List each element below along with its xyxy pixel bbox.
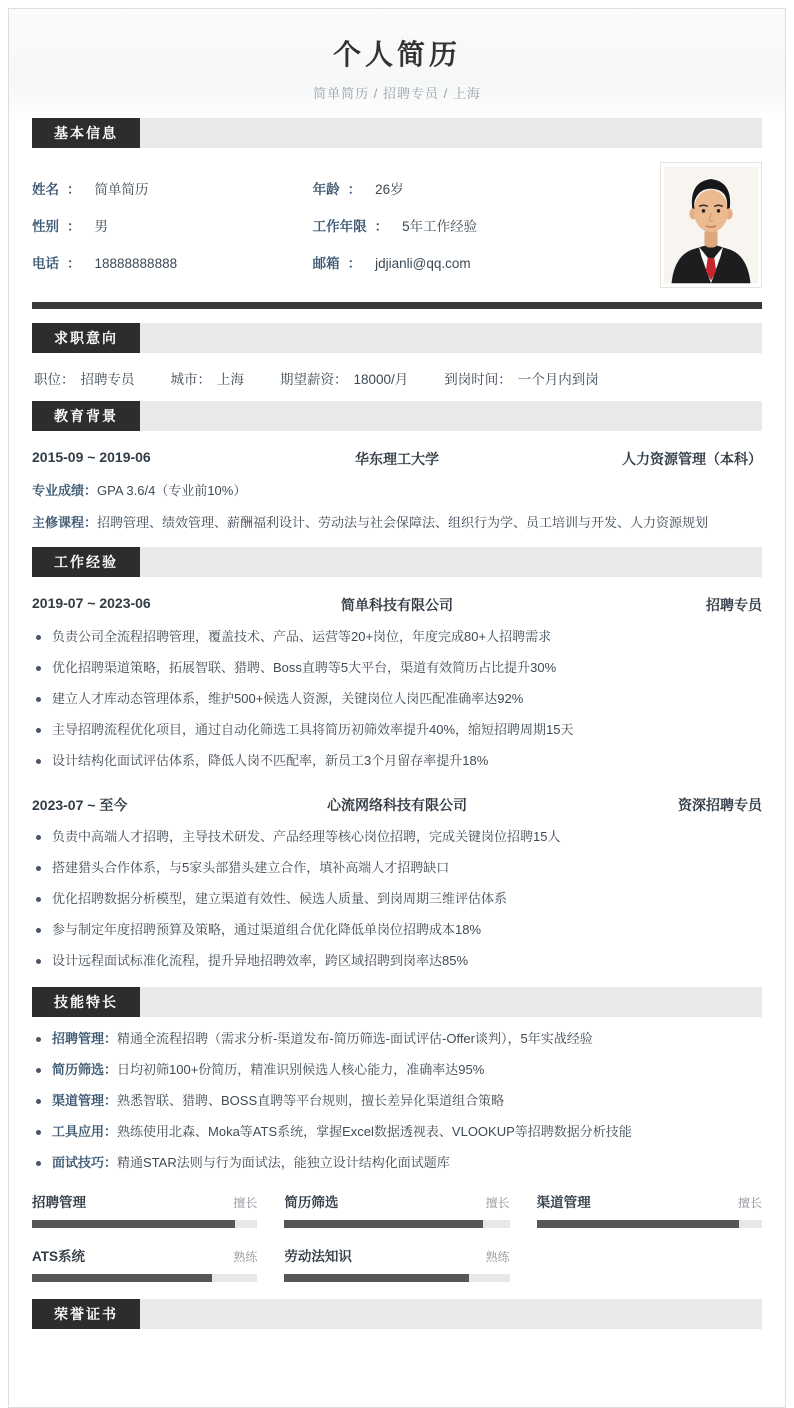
field-label: 性别 (32, 219, 59, 234)
section-header-skills (32, 987, 762, 1017)
education-degree: 人力资源管理（本科） (622, 451, 762, 467)
section-title-work: 工作经验 (32, 547, 140, 577)
section-title-intent: 求职意向 (32, 323, 140, 353)
skill-label: 工具应用： (52, 1124, 118, 1140)
basic-info-block (32, 162, 762, 288)
skill-bar-fill (32, 1274, 212, 1282)
job-bullet: 主导招聘流程优化项目，通过自动化筛选工具将简历初筛效率提升40%，缩短招聘周期15天 (32, 721, 762, 739)
work-experience-block (32, 595, 762, 971)
section-title-basic: 基本信息 (32, 118, 140, 148)
section-title-skills: 技能特长 (32, 987, 140, 1017)
field-colon: ： (347, 182, 362, 197)
skill-bar-track (32, 1274, 257, 1282)
skill-label: 渠道管理： (52, 1092, 118, 1108)
section-header-basic (32, 118, 762, 148)
intent-label: 到岗时间： (444, 372, 512, 387)
skill-bar-level: 擅长 (233, 1195, 258, 1210)
section-divider-bar (32, 302, 762, 309)
job-bullet: 建立人才库动态管理体系，维护500+候选人资源，关键岗位人岗匹配准确率达92% (32, 690, 762, 708)
field-label: 工作年限 (312, 219, 367, 234)
skill-bullet (32, 1061, 762, 1079)
field-colon: ： (67, 256, 81, 271)
field-value: 5年工作经验 (402, 219, 478, 234)
job2-heading-row (32, 795, 762, 815)
field-value: jdjianli@qq.com (375, 256, 471, 271)
skill-label: 面试技巧： (52, 1155, 118, 1171)
field-age (313, 178, 642, 198)
skill-bar-track (537, 1220, 762, 1228)
education-line-text: 招聘管理、绩效管理、薪酬福利设计、劳动法与社会保障法、组织行为学、员工培训与开发、人力资源规划 (97, 514, 709, 530)
intent-value: 一个月内到岗 (517, 372, 599, 387)
skill-bar-level: 擅长 (737, 1195, 762, 1210)
job-intent-row (34, 368, 760, 388)
skill-bar-level: 擅长 (485, 1195, 510, 1210)
field-experience-years (313, 215, 642, 235)
section-header-work (32, 547, 762, 577)
education-gpa-line (32, 482, 762, 501)
field-gender (32, 215, 313, 235)
skill-bar-name: ATS系统 (32, 1248, 85, 1264)
field-phone (32, 252, 313, 272)
profile-photo-illustration (664, 166, 758, 284)
job-bullet: 负责中高端人才招聘，主导技术研发、产品经理等核心岗位招聘，完成关键岗位招聘15人 (32, 828, 762, 846)
skill-bar-fill (537, 1220, 740, 1228)
job-bullet: 优化招聘数据分析模型，建立渠道有效性、候选人质量、到岗周期三维评估体系 (32, 890, 762, 908)
skill-text: 日均初筛100+份简历，精准识别候选人核心能力，准确率达95% (117, 1061, 485, 1077)
field-colon: ： (374, 219, 389, 234)
field-label: 邮箱 (312, 256, 340, 271)
skills-bullets (32, 1030, 762, 1173)
skill-text: 熟悉智联、猎聘、BOSS直聘等平台规则，擅长差异化渠道组合策略 (117, 1092, 505, 1108)
job-period: 2019-07 ~ 2023-06 (32, 594, 151, 611)
intent-value: 招聘专员 (80, 372, 135, 387)
field-label: 姓名 (32, 182, 59, 197)
field-label: 年龄 (312, 182, 340, 197)
field-name (32, 178, 313, 198)
skill-bar-recruiting (32, 1191, 257, 1228)
basic-info-fields (32, 162, 642, 288)
skill-bar-name: 渠道管理 (536, 1194, 591, 1210)
field-value: 男 (94, 219, 108, 234)
intent-value: 上海 (217, 372, 244, 387)
job1-bullets (32, 628, 762, 771)
intent-label: 职位： (34, 372, 75, 387)
section-header-honors (32, 1299, 762, 1329)
skill-label: 招聘管理： (52, 1030, 118, 1046)
education-heading-row (32, 449, 762, 469)
job-bullet: 优化招聘渠道策略，拓展智联、猎聘、Boss直聘等5大平台，渠道有效简历占比提升30% (32, 659, 762, 677)
skill-bar-name: 招聘管理 (32, 1194, 86, 1210)
job1-heading-row (32, 595, 762, 615)
resume-page (8, 8, 786, 1408)
skill-bullet (32, 1154, 762, 1172)
skill-bullet (32, 1092, 762, 1110)
skill-bar-fill (32, 1220, 235, 1228)
field-email (313, 252, 642, 272)
skill-bar-fill (284, 1274, 469, 1282)
education-line-text: GPA 3.6/4（专业前10%） (97, 483, 247, 498)
section-title-education: 教育背景 (32, 401, 140, 431)
field-value: 26岁 (375, 182, 404, 197)
job-period: 2023-07 ~ 至今 (32, 796, 128, 813)
skill-bars-grid (32, 1191, 762, 1282)
skills-block (32, 1030, 762, 1282)
skill-bar-level: 熟练 (485, 1249, 510, 1264)
job-title: 资深招聘专员 (678, 796, 762, 813)
skill-bar-fill (284, 1220, 482, 1228)
education-period: 2015-09 ~ 2019-06 (32, 449, 151, 465)
page-subtitle: 简单简历 / 招聘专员 / 上海 (313, 86, 481, 101)
section-title-honors: 荣誉证书 (32, 1299, 140, 1329)
intent-availability (444, 368, 599, 388)
section-header-education (32, 401, 762, 431)
intent-label: 期望薪资： (280, 372, 348, 387)
intent-value: 18000/月 (353, 372, 409, 387)
education-school: 华东理工大学 (355, 451, 439, 467)
skill-bar-track (284, 1274, 509, 1282)
intent-position (34, 368, 135, 388)
section-header-intent (32, 323, 762, 353)
resume-header (9, 9, 785, 118)
field-colon: ： (67, 219, 81, 234)
education-line-label: 主修课程： (32, 514, 98, 530)
skill-label: 简历筛选： (52, 1061, 118, 1077)
field-colon: ： (67, 182, 81, 197)
field-value: 18888888888 (94, 256, 178, 271)
skill-bar-channels (537, 1191, 762, 1228)
skill-text: 精通全流程招聘（需求分析-渠道发布-简历筛选-面试评估-Offer谈判），5年实战经验 (117, 1030, 593, 1046)
skill-bar-level: 熟练 (233, 1249, 258, 1264)
field-colon: ： (347, 256, 362, 271)
skill-bar-track (284, 1220, 509, 1228)
profile-photo (660, 162, 762, 288)
job-bullet: 参与制定年度招聘预算及策略，通过渠道组合优化降低单岗位招聘成本18% (32, 921, 762, 939)
field-label: 电话 (32, 256, 59, 271)
education-block (32, 449, 762, 533)
intent-salary (280, 368, 408, 388)
skill-text: 精通STAR法则与行为面试法，能独立设计结构化面试题库 (117, 1155, 450, 1171)
job-company: 心流网络科技有限公司 (327, 796, 467, 813)
skill-bar-name: 简历筛选 (284, 1194, 339, 1210)
skill-bullet (32, 1123, 762, 1141)
job-title: 招聘专员 (706, 596, 762, 613)
skill-bar-ats (32, 1245, 257, 1282)
skill-bar-track (32, 1220, 257, 1228)
skill-bar-name: 劳动法知识 (284, 1248, 352, 1264)
job-bullet: 搭建猎头合作体系，与5家头部猎头建立合作，填补高端人才招聘缺口 (32, 859, 762, 877)
page-title: 个人简历 (332, 39, 461, 70)
job-company: 简单科技有限公司 (341, 596, 453, 613)
intent-label: 城市： (170, 372, 211, 387)
job-bullet: 设计远程面试标准化流程，提升异地招聘效率，跨区域招聘到岗率达85% (32, 952, 762, 970)
intent-city (171, 368, 245, 388)
skill-bar-screening (284, 1191, 509, 1228)
job-bullet: 负责公司全流程招聘管理，覆盖技术、产品、运营等20+岗位，年度完成80+人招聘需求 (32, 628, 762, 646)
skill-bullet (32, 1030, 762, 1048)
education-line-label: 专业成绩： (32, 483, 98, 498)
skill-text: 熟练使用北森、Moka等ATS系统，掌握Excel数据透视表、VLOOKUP等招聘数据分析技能 (117, 1124, 632, 1140)
field-value: 简单简历 (94, 182, 149, 197)
job-bullet: 设计结构化面试评估体系，降低人岗不匹配率，新员工3个月留存率提升18% (32, 752, 762, 770)
education-courses-line (32, 514, 762, 533)
job2-bullets (32, 828, 762, 971)
skill-bar-labor-law (284, 1245, 509, 1282)
